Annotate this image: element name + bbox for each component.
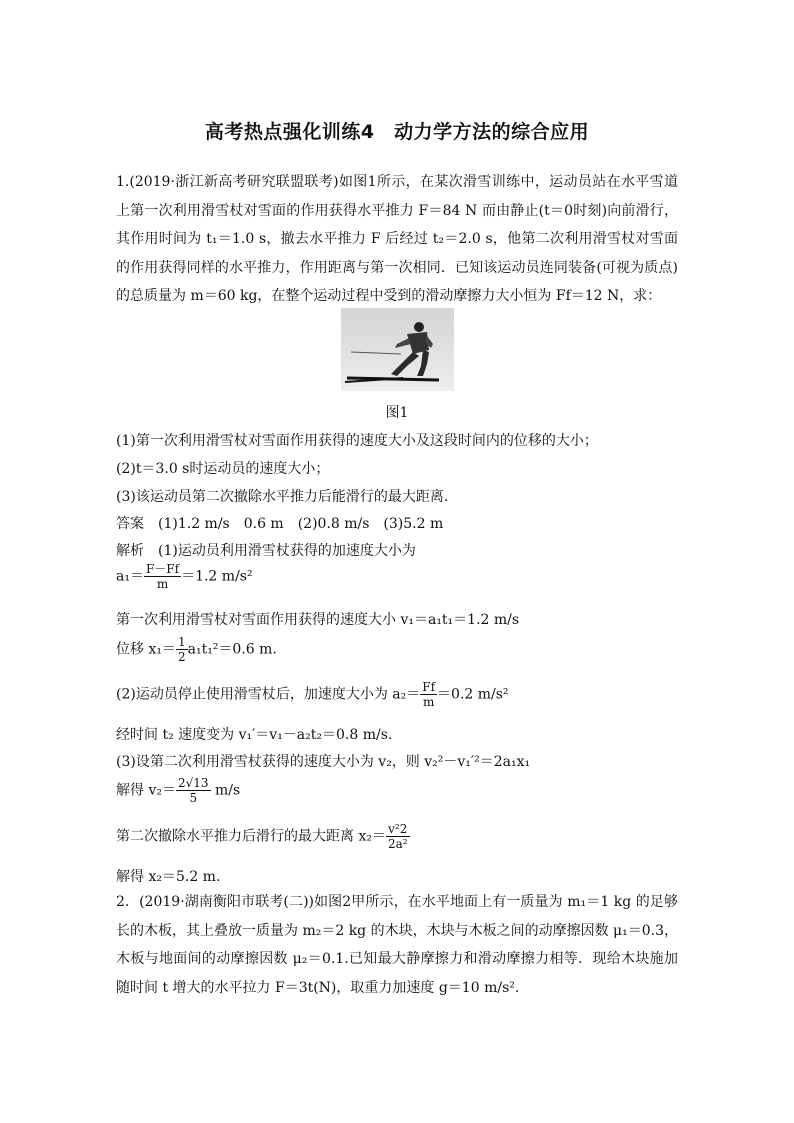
max-distance-numerator: v²2 (386, 822, 410, 837)
acceleration-a2-lhs: (2)运动员停止使用滑雪杖后，加速度大小为 a₂＝ (116, 686, 421, 703)
subquestion-3: (3)该运动员第二次撤除水平推力后能滑行的最大距离． (116, 489, 458, 505)
displacement-lhs: 位移 x₁＝ (116, 641, 176, 658)
displacement-numerator: 1 (177, 635, 186, 649)
question-1-text: 1.(2019·浙江新高考研究联盟联考)如图1所示，在某次滑雪训练中，运动员站在水平雪道上第一次利用滑雪杖对雪面的作用获得水平推力 F＝84 N 而由静止(t＝0时刻)向前滑行，其作用时间为 t₁＝1.0 s，撤去水平推力 F 后经过 t₂＝2.0 s，他第二次利用滑雪杖对雪面的作用获得同样的水平推力，作用距离与第一次相同．已知该运动员连同装备(可视为质点)的总质量为 m＝60 kg，在整个运动过程中受到的滑动摩擦力大小恒为 Ff＝12 N，求： (116, 174, 678, 304)
equation-a1-numerator: F－Ff (145, 562, 180, 576)
subquestion-2: (2)t＝3.0 s时运动员的速度大小； (116, 461, 330, 477)
acceleration-a2-line (116, 680, 509, 709)
equation-a1-denominator: m (156, 577, 169, 591)
max-distance-denominator: 2a² (387, 837, 408, 851)
final-answer-line: 解得 x₂＝5.2 m. (116, 869, 221, 885)
max-distance-line (116, 822, 410, 851)
equation-a1-fraction (144, 562, 181, 591)
solution-v2-rhs: m/s (215, 782, 241, 799)
solution-v2-denominator: 5 (189, 791, 198, 805)
figure-1-caption: 图1 (385, 405, 409, 421)
max-distance-fraction (386, 822, 410, 851)
velocity-v2-line: (3)设第二次利用滑雪杖获得的速度大小为 v₂，则 v₂²－v₁′²＝2a₁x₁ (116, 754, 531, 770)
acceleration-a2-numerator: Ff (422, 680, 436, 694)
displacement-line (116, 635, 277, 664)
velocity-v1-prime-line: 经时间 t₂ 速度变为 v₁′＝v₁－a₂t₂＝0.8 m/s. (116, 727, 393, 743)
acceleration-a2-denominator: m (422, 695, 435, 709)
solution-v2-lhs: 解得 v₂＝ (116, 782, 176, 799)
displacement-fraction (176, 635, 188, 664)
question-2-text: 2．(2019·湖南衡阳市联考(二))如图2甲所示，在水平地面上有一质量为 m₁＝1 kg 的足够长的木板，其上叠放一质量为 m₂＝2 kg 的木块，木块与木板之间的动摩擦因数 μ₁＝0.3，木板与地面间的动摩擦因数 μ₂＝0.1.已知最大静摩擦力和滑动摩擦力相等．现给木块施加随时间 t 增大的水平拉力 F＝3t(N)，取重力加速度 g＝10 m/s². (116, 894, 679, 996)
page-title: 高考热点强化训练4 动力学方法的综合应用 (204, 121, 590, 143)
velocity-v1-line: 第一次利用滑雪杖对雪面作用获得的速度大小 v₁＝a₁t₁＝1.2 m/s (116, 612, 520, 628)
equation-a1-lhs: a₁＝ (116, 568, 144, 585)
solution-v2-fraction (176, 776, 211, 805)
equation-a1 (116, 562, 253, 591)
acceleration-a2-fraction (420, 680, 437, 709)
displacement-denominator: 2 (177, 650, 186, 664)
answer-line: 答案 (1)1.2 m/s 0.6 m (2)0.8 m/s (3)5.2 m (116, 516, 444, 532)
displacement-rhs: a₁t₁²＝0.6 m. (187, 641, 277, 658)
solution-v2-numerator: 2√13 (177, 776, 209, 790)
max-distance-lhs: 第二次撤除水平推力后滑行的最大距离 x₂＝ (116, 828, 386, 845)
equation-a1-rhs: ＝1.2 m/s² (181, 568, 253, 585)
acceleration-a2-rhs: ＝0.2 m/s² (437, 686, 509, 703)
skier-photo (341, 308, 454, 391)
subquestion-1: (1)第一次利用滑雪杖对雪面作用获得的速度大小及这段时间内的位移的大小； (116, 433, 598, 449)
analysis-intro: 解析 (1)运动员利用滑雪杖获得的加速度大小为 (116, 543, 416, 559)
solution-v2-line (116, 776, 240, 805)
